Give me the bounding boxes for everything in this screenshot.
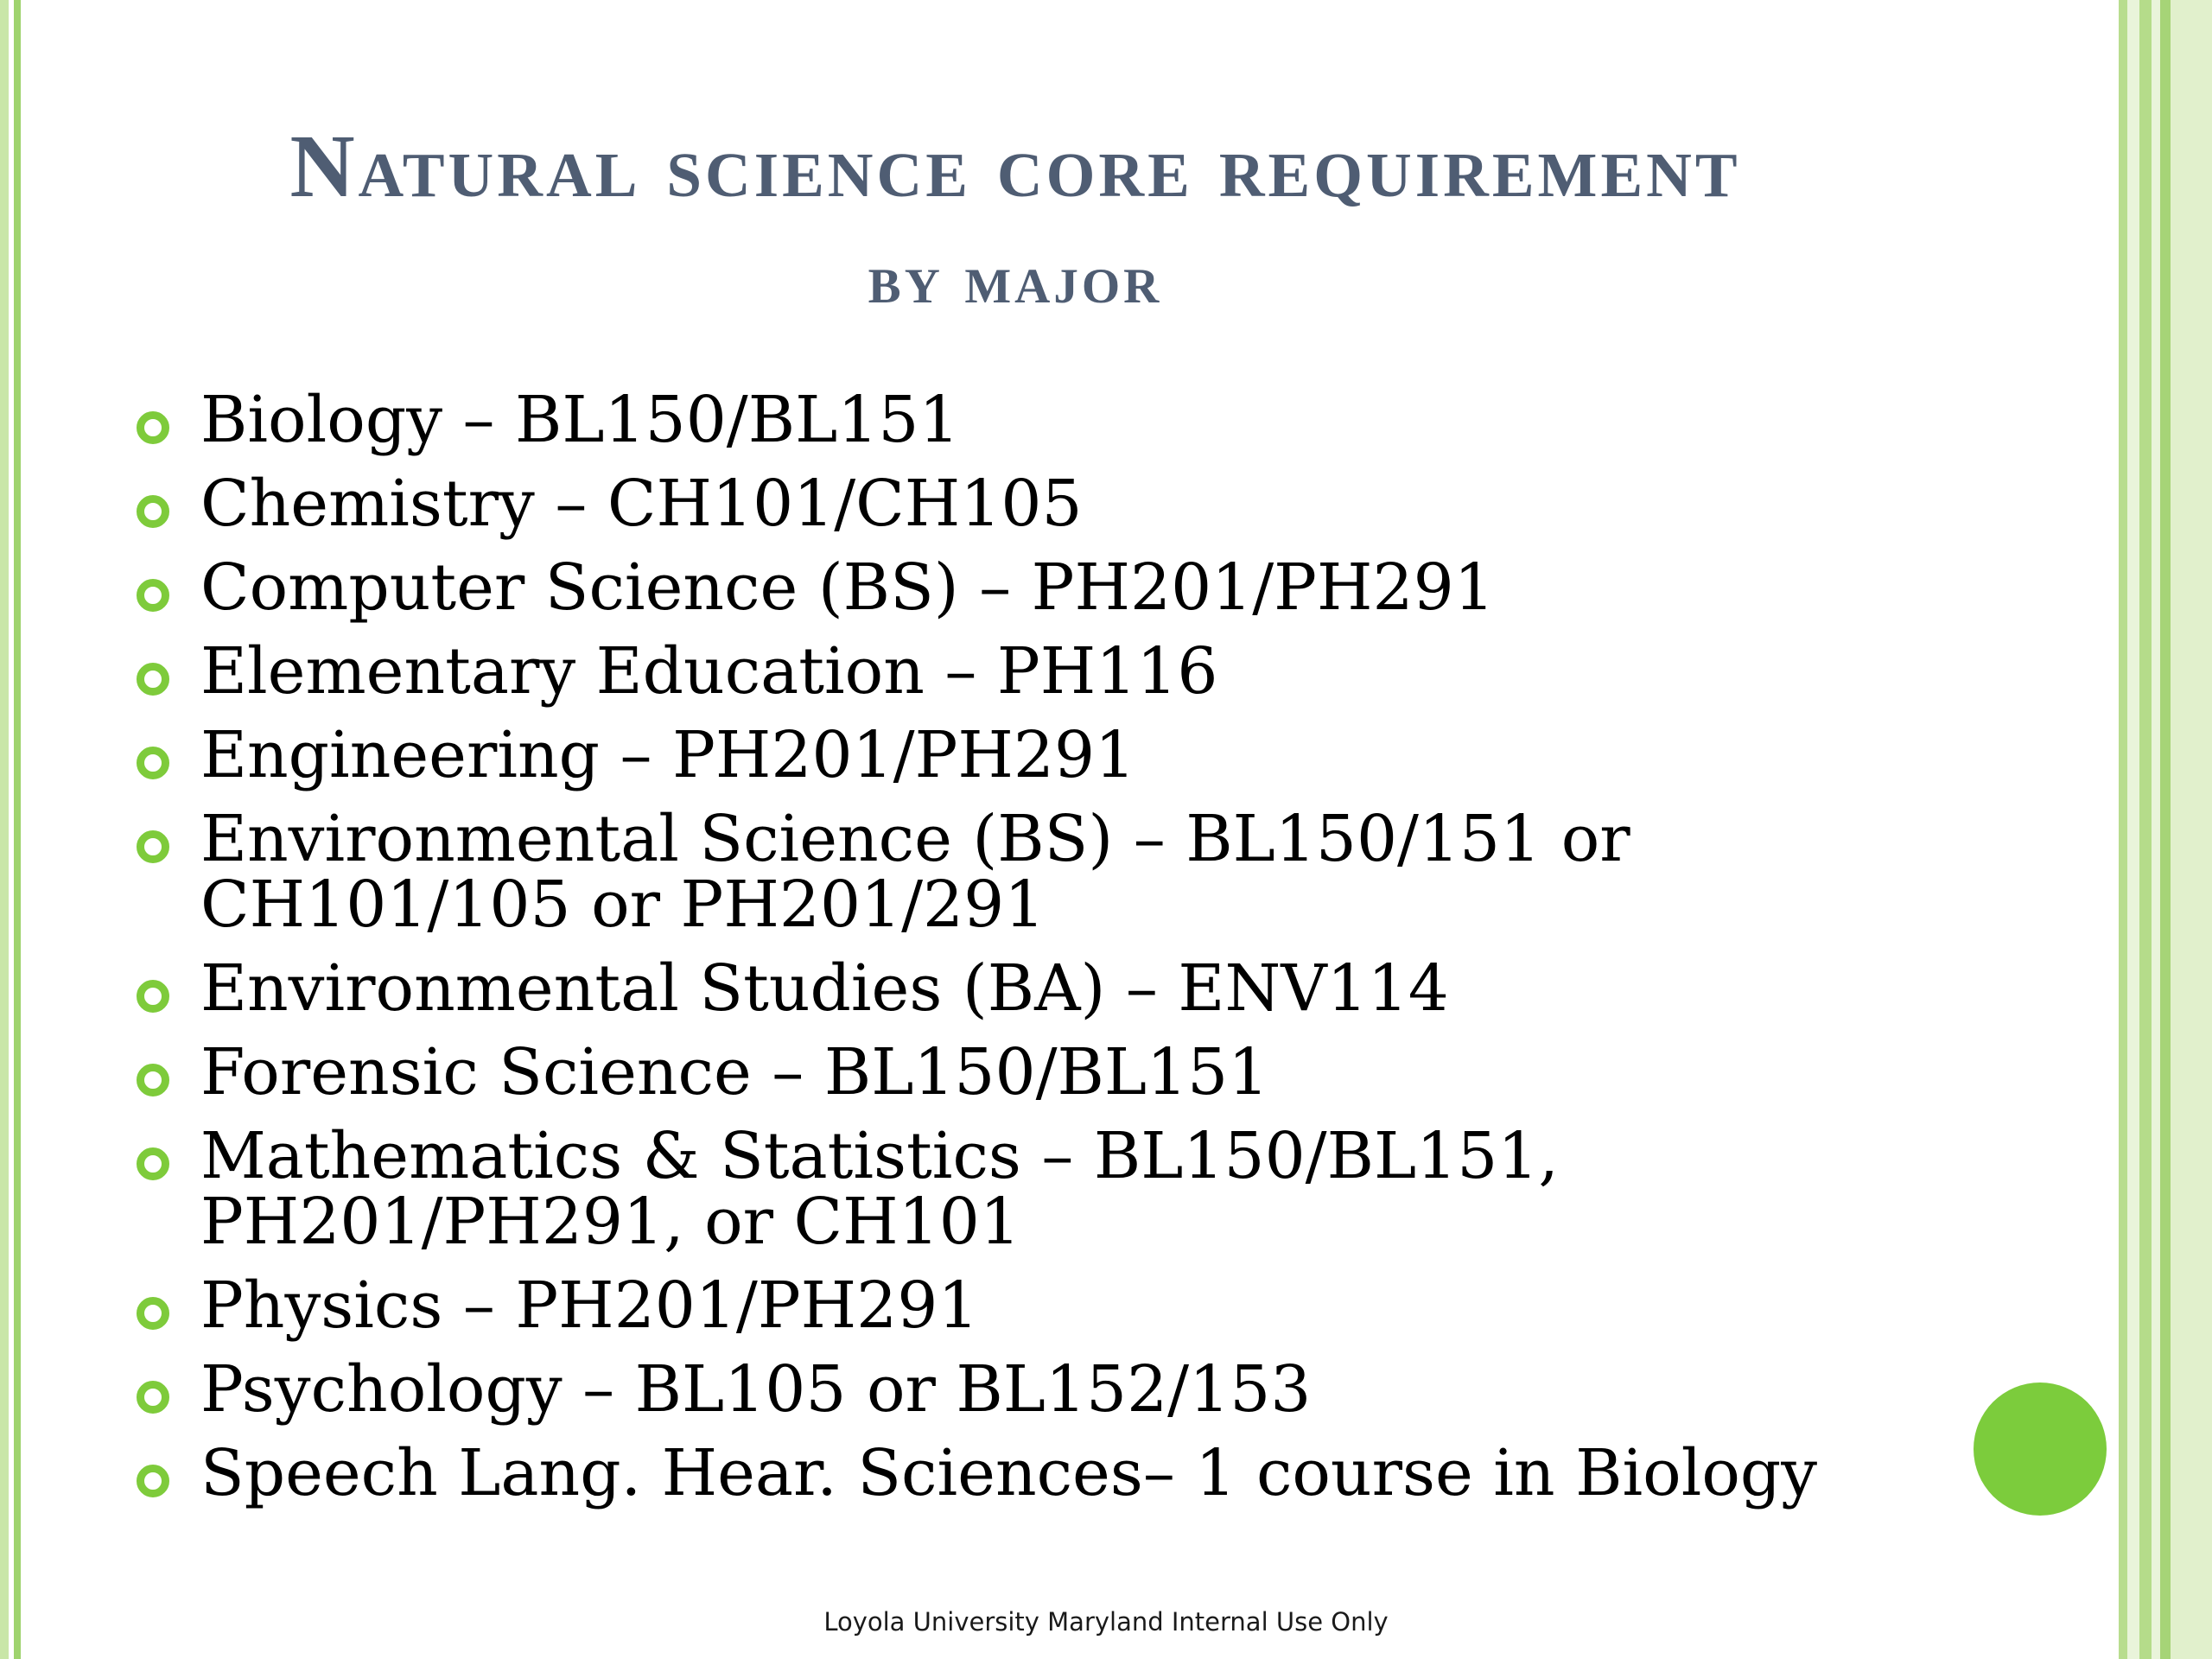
slide-title: [138, 111, 1892, 335]
list-item-text: Physics – PH201/PH291: [200, 1268, 979, 1343]
right-rail-3: [2139, 0, 2152, 1659]
list-item: [130, 718, 1858, 792]
list-item-text: Environmental Studies (BA) – ENV114: [200, 951, 1449, 1026]
right-rail-4: [2152, 0, 2160, 1659]
list-item-text: Psychology – BL105 or BL152/153: [200, 1352, 1312, 1427]
list-item: [130, 1268, 1858, 1343]
ring-bullet-icon: [137, 980, 169, 1013]
ring-bullet-icon: [137, 1147, 169, 1180]
list-item-text: Computer Science (BS) – PH201/PH291: [200, 550, 1495, 625]
left-rail-inner: [14, 0, 21, 1659]
ring-bullet-icon: [137, 1297, 169, 1330]
list-item: [130, 1436, 1858, 1510]
slide-title-line-2: by major: [868, 239, 1163, 318]
list-item: [130, 1352, 1858, 1427]
list-item: [130, 802, 1858, 942]
list-item-text: Forensic Science – BL150/BL151: [200, 1035, 1269, 1109]
list-item: [130, 634, 1858, 709]
requirements-list: [130, 383, 1858, 1524]
right-rail-2: [2127, 0, 2139, 1659]
left-rail-outer: [0, 0, 9, 1659]
ring-bullet-icon: [137, 830, 169, 863]
list-item-text: Environmental Science (BS) – BL150/151 or CH101/105 or PH201/291: [200, 802, 1630, 942]
ring-bullet-icon: [137, 663, 169, 696]
ring-bullet-icon: [137, 1381, 169, 1414]
ring-bullet-icon: [137, 579, 169, 612]
list-item-text: Elementary Education – PH116: [200, 634, 1218, 709]
list-item: [130, 550, 1858, 625]
right-rail-6: [2171, 0, 2212, 1659]
right-rail-1: [2119, 0, 2127, 1659]
list-item: [130, 383, 1858, 457]
slide-title-line-1: Natural science core requirement: [289, 117, 1741, 216]
ring-bullet-icon: [137, 1064, 169, 1096]
list-item-text: Biology – BL150/BL151: [200, 383, 960, 457]
ring-bullet-icon: [137, 747, 169, 779]
list-item-text: Engineering – PH201/PH291: [200, 718, 1136, 792]
right-rail-5: [2160, 0, 2171, 1659]
list-item: [130, 1119, 1858, 1259]
list-item: [130, 951, 1858, 1026]
ring-bullet-icon: [137, 1465, 169, 1497]
ring-bullet-icon: [137, 411, 169, 444]
list-item-text: Speech Lang. Hear. Sciences– 1 course in Biology: [200, 1436, 1818, 1510]
list-item-text: Chemistry – CH101/CH105: [200, 467, 1083, 541]
green-circle-decoration: [1974, 1382, 2107, 1516]
list-item-text: Mathematics & Statistics – BL150/BL151, PH201/PH291, or CH101: [200, 1119, 1559, 1259]
list-item: [130, 1035, 1858, 1109]
slide-footer: Loyola University Maryland Internal Use Only: [823, 1607, 1389, 1637]
list-item: [130, 467, 1858, 541]
ring-bullet-icon: [137, 495, 169, 528]
